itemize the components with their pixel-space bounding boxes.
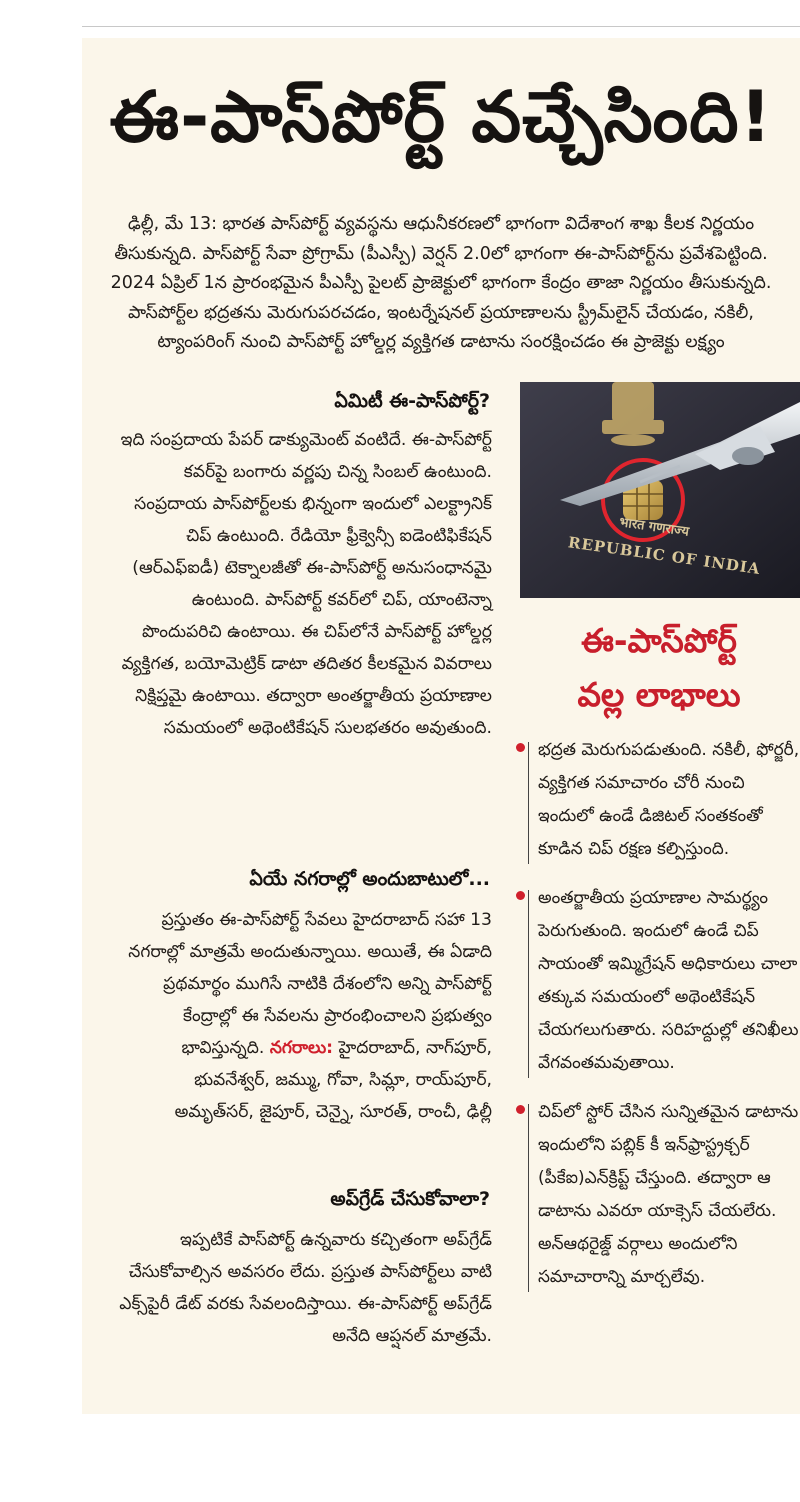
article-headline: ఈ-పాస్‌పోర్ట్ వచ్చేసింది! xyxy=(109,76,773,158)
passport-photo xyxy=(520,382,800,598)
article-intro: ఢిల్లీ, మే 13: భారత పాస్‌పోర్ట్ వ్యవస్థను ఆధునీకరణలో భాగంగా విదేశాంగ శాఖ కీలక నిర్ణయం తీసుకున్నది. పాస్‌పోర్ట్ సేవా ప్రోగ్రామ్ (పీఎస్పీ) వెర్షన్ 2.0లో భాగంగా ఈ-పాస్‌పోర్ట్‌ను ప్రవేశపెట్టింది. 2024 ఏప్రిల్ 1న ప్రారంభమైన పీఎస్పీ పైలట్ ప్రాజెక్టులో భాగంగా కేంద్రం తాజా నిర్ణయం తీసుకున్నది. పాస్‌పోర్ట్‌ల భద్రతను మెరుగుపరచడం, ఇంటర్నేషనల్ ప్రయాణాలను స్ట్రీమ్‌లైన్ చేయడం, నకిలీ, ట్యాంపరింగ్ నుంచి పాస్‌పోర్ట్ హోల్డర్ల వ్యక్తిగత డాటాను సంరక్షించడం ఈ ప్రాజెక్టు లక్ష్యం xyxy=(110,214,772,352)
bullet-icon xyxy=(516,1105,525,1114)
section-heading-upgrade: అప్‌గ్రేడ్ చేసుకోవాలా? xyxy=(330,1188,490,1210)
benefit-item xyxy=(514,1096,800,1294)
benefit-text: భద్రత మెరుగుపడుతుంది. నకిలీ, ఫోర్జరీ, వ్యక్తిగత సమాచారం చోరీ నుంచి ఇందులో ఉండే డిజిటల్ సంతకంతో కూడిన చిప్ రక్షణ కల్పిస్తుంది. xyxy=(538,740,800,859)
benefits-title-line2: వల్ల లాభాలు xyxy=(577,675,741,714)
benefits-title xyxy=(518,614,800,722)
benefit-item xyxy=(514,882,800,1080)
passport-illustration xyxy=(520,382,800,598)
benefit-rule xyxy=(528,1104,529,1292)
section-heading-what: ఏమిటీ ఈ-పాస్‌పోర్ట్? xyxy=(334,390,490,412)
cities-list: హైదరాబాద్, నాగ్‌పూర్, భువనేశ్వర్, జమ్ము, గోవా, సిమ్లా, రాయ్‌పూర్, అమృత్‌సర్, జైపూర్, చెన్నై, సూరత్, రాంచీ, ఢిల్లీ xyxy=(174,1038,492,1122)
emblem-hindi-text: भारत गणराज्य xyxy=(618,515,690,540)
bullet-icon xyxy=(516,743,525,752)
section-heading-cities: ఏయే నగరాల్లో అందుబాటులో... xyxy=(249,868,490,890)
section-text-upgrade: ఇప్పటికే పాస్‌పోర్ట్ ఉన్నవారు కచ్చితంగా అప్‌గ్రేడ్ చేసుకోవాల్సిన అవసరం లేదు. ప్రస్తుత పాస్‌పోర్ట్‌లు వాటి ఎక్స్‌పైరీ డేట్ వరకు సేవలందిస్తాయి. ఈ-పాస్‌పోర్ట్ అప్‌గ్రేడ్ అనేది ఆప్షనల్ మాత్రమే. xyxy=(119,1230,492,1346)
benefit-text: చిప్‌లో స్టోర్ చేసిన సున్నితమైన డాటాను ఇందులోని పబ్లిక్ కీ ఇన్‌ఫ్రాస్ట్రక్చర్ (పీకేఐ)ఎన్‌క్రిప్ట్ చేస్తుంది. తద్వారా ఆ డాటాను ఎవరూ యాక్సెస్ చేయలేరు. అన్‌ఆథరైజ్డ్ వర్గాలు అందులోని సమాచారాన్ని మార్చలేవు. xyxy=(538,1102,799,1287)
cities-label: నగరాలు: xyxy=(269,1038,334,1058)
country-text: REPUBLIC OF INDIA xyxy=(566,533,762,579)
benefit-rule xyxy=(528,890,529,1078)
cities-intro-text: ప్రస్తుతం ఈ-పాస్‌పోర్ట్ సేవలు హైదరాబాద్ సహా 13 నగరాల్లో మాత్రమే అందుతున్నాయి. అయితే, ఈ ఏడాది ప్రథమార్థం ముగిసే నాటికి దేశంలోని అన్ని పాస్‌పోర్ట్ కేంద్రాల్లో ఈ సేవలను ప్రారంభించాలని ప్రభుత్వం భావిస్తున్నది. xyxy=(128,910,492,1058)
benefits-title-line1: ఈ-పాస్‌పోర్ట్ xyxy=(581,621,737,660)
section-text-what: ఇది సంప్రదాయ పేపర్ డాక్యుమెంట్ వంటిదే. ఈ-పాస్‌పోర్ట్ కవర్‌పై బంగారు వర్ణపు చిన్న సింబల్ ఉంటుంది. సంప్రదాయ పాస్‌పోర్ట్‌లకు భిన్నంగా ఇందులో ఎలక్ట్రానిక్ చిప్ ఉంటుంది. రేడియో ఫ్రీక్వెన్సీ ఐడెంటిఫికేషన్ (ఆర్ఎఫ్ఐడీ) టెక్నాలజీతో ఈ-పాస్‌పోర్ట్ అనుసంధానమై ఉంటుంది. పాస్‌పోర్ట్ కవర్‌లో చిప్, యాంటెన్నా పొందుపరిచి ఉంటాయి. ఈ చిప్‌లోనే పాస్‌పోర్ట్ హోల్డర్ల వ్యక్తిగత, బయోమెట్రిక్ డాటా తదితర కీలకమైన వివరాలు నిక్షిప్తమై ఉంటాయి. తద్వారా అంతర్జాతీయ ప్రయాణాల సమయంలో అథెంటికేషన్ సులభతరం అవుతుంది. xyxy=(120,430,492,738)
benefit-item xyxy=(514,734,800,866)
news-article xyxy=(82,38,800,1414)
benefit-rule xyxy=(528,742,529,864)
benefit-text: అంతర్జాతీయ ప్రయాణాల సామర్థ్యం పెరుగుతుంది. ఇందులో ఉండే చిప్ సాయంతో ఇమ్మిగ్రేషన్ అధికారులు చాలా తక్కువ సమయంలో అథెంటికేషన్ చేయగలుగుతారు. సరిహద్దుల్లో తనిఖీలు వేగవంతమవుతాయి. xyxy=(538,888,799,1073)
benefits-list xyxy=(514,734,800,1310)
bullet-icon xyxy=(516,891,525,900)
section-text-cities xyxy=(110,904,492,1128)
top-divider xyxy=(82,26,800,27)
